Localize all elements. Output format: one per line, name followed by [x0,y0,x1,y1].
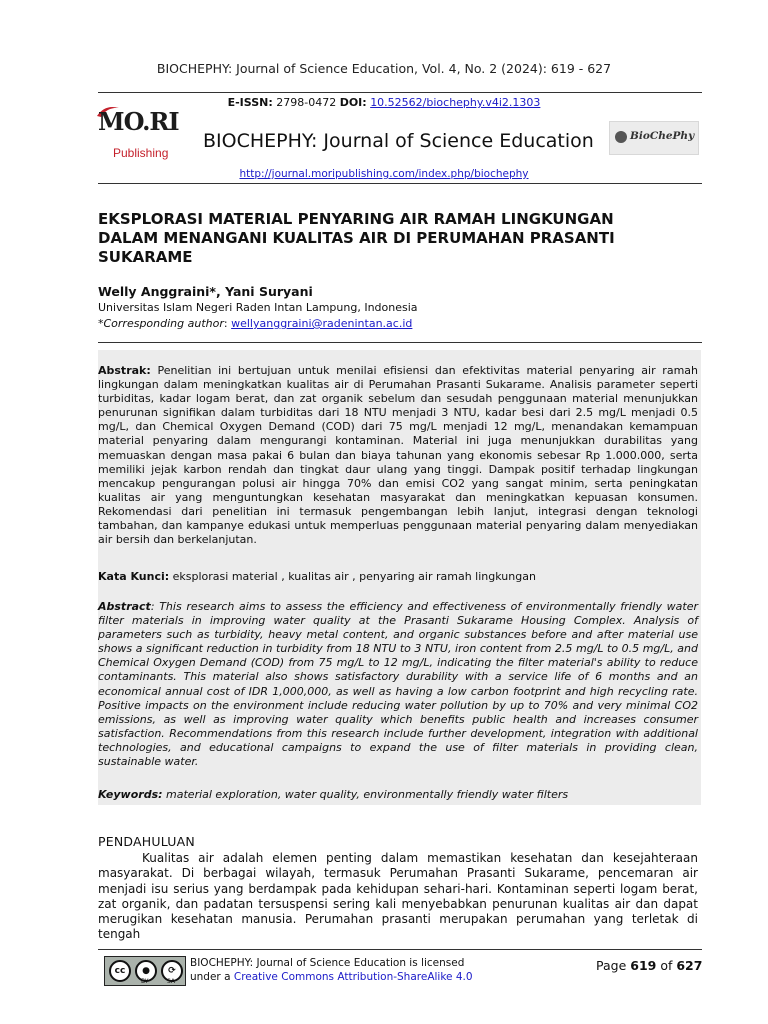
corresponding-sep: : [223,317,228,330]
page-of: of [656,958,677,973]
page-total: 627 [676,958,703,973]
license-prefix: under a [190,971,234,983]
header-bottom-rule [98,183,702,184]
corresponding-email-link[interactable]: wellyanggraini@radenintan.ac.id [231,317,413,330]
article-title: EKSPLORASI MATERIAL PENYARING AIR RAMAH LINGKUNGAN DALAM MENANGANI KUALITAS AIR DI PERUMAHAN PRASANTI SUKARAME [98,210,615,266]
abstract-id-label: Abstrak: [98,364,151,377]
section-heading: PENDAHULUAN [98,834,195,849]
abstract-id-text: Penelitian ini bertujuan untuk menilai efisiensi dan efektivitas material penyaring air ramah lingkungan dalam meningkatkan kualitas air di Perumahan Prasanti Sukarame. Analisis parameter seperti turbiditas, kadar logam berat, dan zat organik sebelum dan sesudah penggunaan material menunjukkan penurunan signifikan dalam turbiditas dari 18 NTU menjadi 3 NTU, kadar besi dari 2.5 mg/L menjadi 0.5 mg/L, dan Chemical Oxygen Demand (COD) dari 75 mg/L menjadi 12 mg/L, menandakan kemampuan material penyaring dalam mengurangi kontaminan. Material ini juga menunjukkan durabilitas yang memuaskan dengan masa pakai 6 bulan dan biaya tahunan yang ekonomis sebesar Rp 1.000.000, serta memiliki jejak karbon rendah dan tingkat daur ulang yang tinggi. Dampak positif terhadap lingkungan mencakup pengurangan polusi air hingga 70% dan emisi CO2 yang sangat minim, serta peningkatan kualitas air yang menguntungkan kesehatan masyarakat dan meningkatkan kepuasan konsumen. Rekomendasi dari penelitian ini termasuk pengembangan lebih lanjut, integrasi dengan teknologi tambahan, dan kampanye edukasi untuk memperluas penggunaan material penyaring dalam menyediakan air bersih dan berkelanjutan. [98,364,698,547]
sa-share-icon: ⟳ [161,960,183,982]
abstract-en-text: : This research aims to assess the efficiency and effectiveness of environmentally friendly water filter materials in improving water quality at the Prasanti Sukarame Housing Complex. Analysis of parameters such as turbidity, heavy metal content, and organic substances before and after material use shows a significant reduction in turbidity from 18 NTU to 3 NTU, iron content from 2.5 mg/L to 0.5 mg/L, and Chemical Oxygen Demand (COD) from 75 mg/L to 12 mg/L, indicating the filter material's ability to reduce contaminants. This material also shows satisfactory durability with a service life of 6 months and an economical annual cost of IDR 1,000,000, as well as having a low carbon footprint and high recycling rate. Positive impacts on the environment include reducing water pollution by up to 70% and very minimal CO2 emissions, as well as improving water quality which benefits public health and increases consumer satisfaction. Recommendations from this research include further development, integration with additional technologies, and educational campaigns to expand the use of filter materials in providing clean, sustainable water. [98,600,698,769]
introduction-paragraph [98,851,698,943]
abstract-en-label: Abstract [98,600,151,613]
journal-url-line [0,168,768,180]
page-current: 619 [630,958,657,973]
journal-title: BIOCHEPHY: Journal of Science Education [203,130,594,152]
journal-url-link[interactable]: http://journal.moripublishing.com/index.php/biochephy [239,168,529,180]
keywords-id-text: eksplorasi material , kualitas air , penyaring air ramah lingkungan [169,570,536,583]
introduction-text: Kualitas air adalah elemen penting dalam memastikan kesehatan dan kesejahteraan masyarakat. Di berbagai wilayah, termasuk Perumahan Prasanti Sukarame, pencemaran air menjadi isu serius yang berdampak pada kehidupan sehari-hari. Kontaminan seperti logam berat, zat organik, dan padatan tersuspensi sering kali menyebabkan penurunan kualitas air dan dapat merugikan kesehatan manusia. Perumahan prasanti merupakan perumahan yang terletak di tengah [98,851,698,942]
publisher-logo [95,104,190,166]
page-prefix: Page [596,958,631,973]
journal-logo-icon [615,131,627,143]
license-text [190,956,473,984]
keywords-en [98,788,698,802]
keywords-en-text: material exploration, water quality, environmentally friendly water filters [162,788,569,801]
cc-sa-caption: SA [167,978,176,985]
license-line-1: BIOCHEPHY: Journal of Science Education is licensed [190,957,465,969]
cc-by-caption: BY [141,978,149,985]
eissn-label: E-ISSN: [227,96,273,109]
license-link[interactable]: Creative Commons Attribution-ShareAlike 4.0 [233,971,473,983]
keywords-en-label: Keywords: [98,788,163,801]
corresponding-author [98,317,412,330]
running-head: BIOCHEPHY: Journal of Science Education, Vol. 4, No. 2 (2024): 619 - 627 [156,61,612,76]
cc-icon: cc [109,960,131,982]
doi-link[interactable]: 10.52562/biochephy.v4i2.1303 [370,96,541,109]
doi-label: DOI: [339,96,367,109]
cc-license-badge[interactable] [104,956,186,986]
footer-rule [98,949,702,950]
abstract-en [98,600,698,769]
affiliation: Universitas Islam Negeri Raden Intan Lampung, Indonesia [98,301,418,314]
header-rule [98,92,702,93]
corresponding-label: *Corresponding author [98,317,224,330]
publisher-logo-sub: Publishing [113,146,169,160]
journal-logo [609,121,699,155]
eissn-value: 2798-0472 [276,96,337,109]
publisher-logo-text: MO.RI [98,107,179,136]
license-line-2 [190,970,473,984]
keywords-id-label: Kata Kunci: [98,570,170,583]
abstract-id [98,364,698,547]
page-number [596,958,702,973]
journal-logo-text: BioChePhy [630,130,695,142]
authors: Welly Anggraini*, Yani Suryani [98,284,313,299]
keywords-id [98,570,698,584]
abstract-rule [98,342,702,343]
by-person-icon: ● [135,960,157,982]
